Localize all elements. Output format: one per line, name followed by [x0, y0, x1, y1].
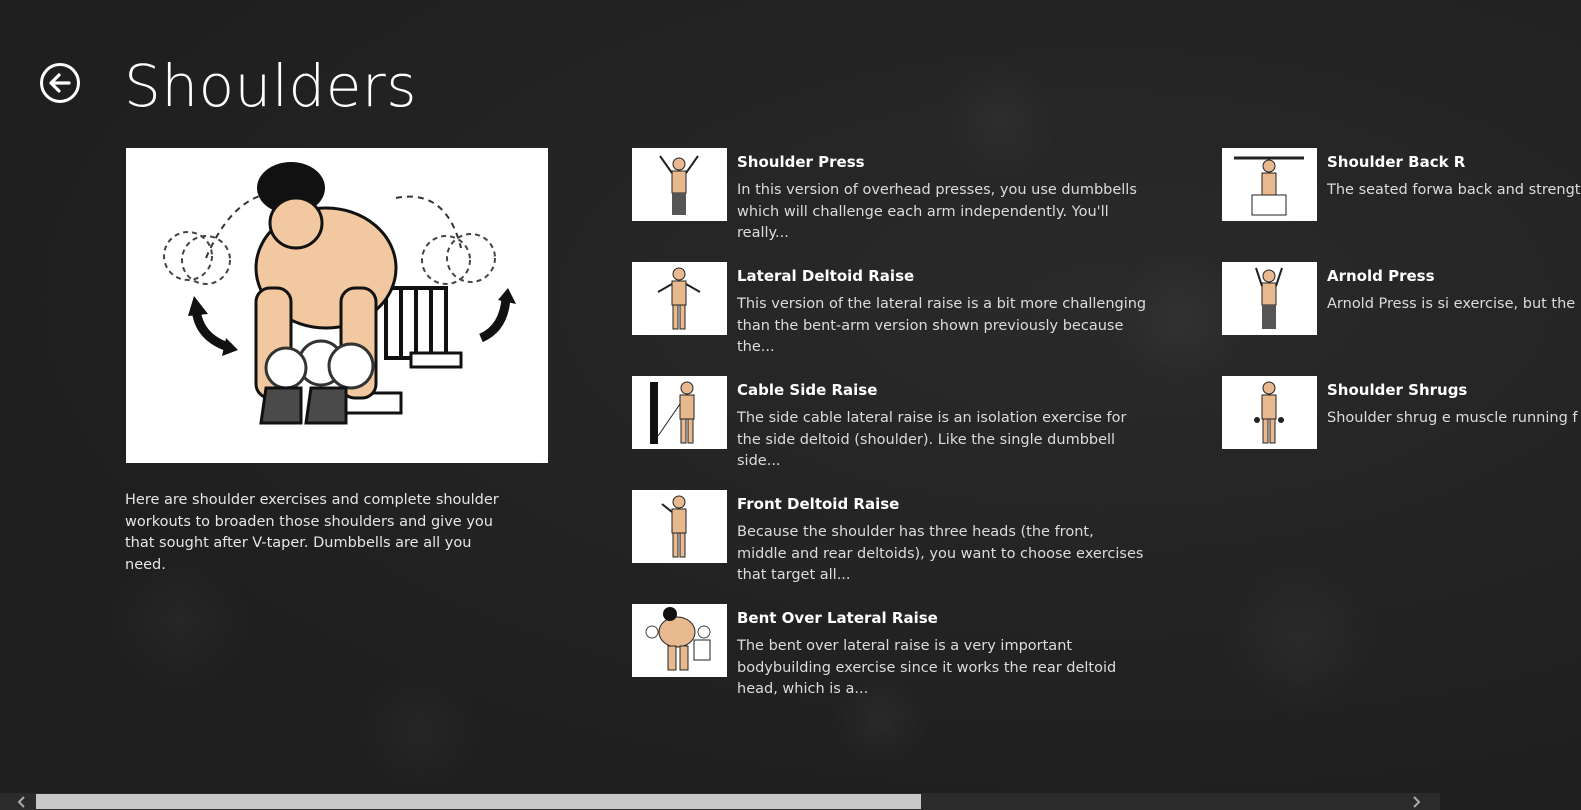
exercise-thumbnail [632, 262, 727, 335]
chevron-left-icon [17, 796, 27, 808]
exercise-title: Front Deltoid Raise [737, 495, 900, 513]
exercise-thumbnail [1222, 148, 1317, 221]
exercise-description: The side cable lateral raise is an isolation exercise for the side deltoid (shoulder). Like the single dumbbell side... [737, 410, 1127, 469]
exercise-thumbnail [632, 490, 727, 563]
bent-over-lateral-raise-illustration [126, 148, 548, 463]
exercise-title: Lateral Deltoid Raise [737, 267, 915, 285]
exercise-item-bent-over-lateral-raise[interactable] [632, 604, 1152, 697]
exercise-title: Shoulder Press [737, 153, 865, 171]
exercise-item-shoulder-back-raise[interactable] [1222, 148, 1581, 224]
exercise-thumbnail [632, 148, 727, 221]
exercise-item-front-deltoid-raise[interactable] [632, 490, 1152, 583]
exercise-title: Arnold Press [1327, 267, 1435, 285]
exercise-thumbnail [1222, 262, 1317, 335]
exercise-title: Shoulder Shrugs [1327, 381, 1468, 399]
exercise-item-arnold-press[interactable] [1222, 262, 1576, 338]
horizontal-scrollbar[interactable] [0, 793, 1440, 810]
exercise-item-shoulder-shrugs[interactable] [1222, 376, 1578, 452]
exercise-description: The bent over lateral raise is a very important bodybuilding exercise since it works the rear deltoid head, which is a... [737, 638, 1117, 697]
arrow-left-circle-icon [48, 71, 72, 95]
exercise-title: Bent Over Lateral Raise [737, 609, 938, 627]
chevron-right-icon [1411, 796, 1421, 808]
exercise-description: Shoulder shrug e muscle running f [1327, 410, 1578, 426]
exercise-title: Shoulder Back R [1327, 153, 1466, 171]
intro-text: Here are shoulder exercises and complete shoulder workouts to broaden those shoulders and give you that sought after V-taper. Dumbbells are all you need. [125, 492, 499, 573]
exercise-item-lateral-deltoid-raise[interactable] [632, 262, 1152, 355]
back-button[interactable] [40, 63, 80, 103]
scrollbar-thumb[interactable] [36, 794, 921, 809]
scroll-right-button[interactable] [1406, 793, 1426, 810]
exercise-description: This version of the lateral raise is a bit more challenging than the bent-arm version shown previously because the... [737, 296, 1147, 355]
exercise-description: In this version of overhead presses, you use dumbbells which will challenge each arm independently. You'll really... [737, 182, 1137, 241]
exercise-description: The seated forwa back and strengt [1327, 182, 1581, 198]
exercise-description: Because the shoulder has three heads (the front, middle and rear deltoids), you want to choose exercises that target all... [737, 524, 1144, 583]
exercise-item-shoulder-press[interactable] [632, 148, 1152, 241]
exercise-item-cable-side-raise[interactable] [632, 376, 1152, 469]
exercise-thumbnail [632, 376, 727, 449]
page-title: Shoulders [124, 52, 417, 120]
exercise-title: Cable Side Raise [737, 381, 878, 399]
exercise-thumbnail [632, 604, 727, 677]
hero-image [126, 148, 548, 463]
scroll-left-button[interactable] [12, 793, 32, 810]
exercise-thumbnail [1222, 376, 1317, 449]
exercise-description: Arnold Press is si exercise, but the [1327, 296, 1576, 312]
